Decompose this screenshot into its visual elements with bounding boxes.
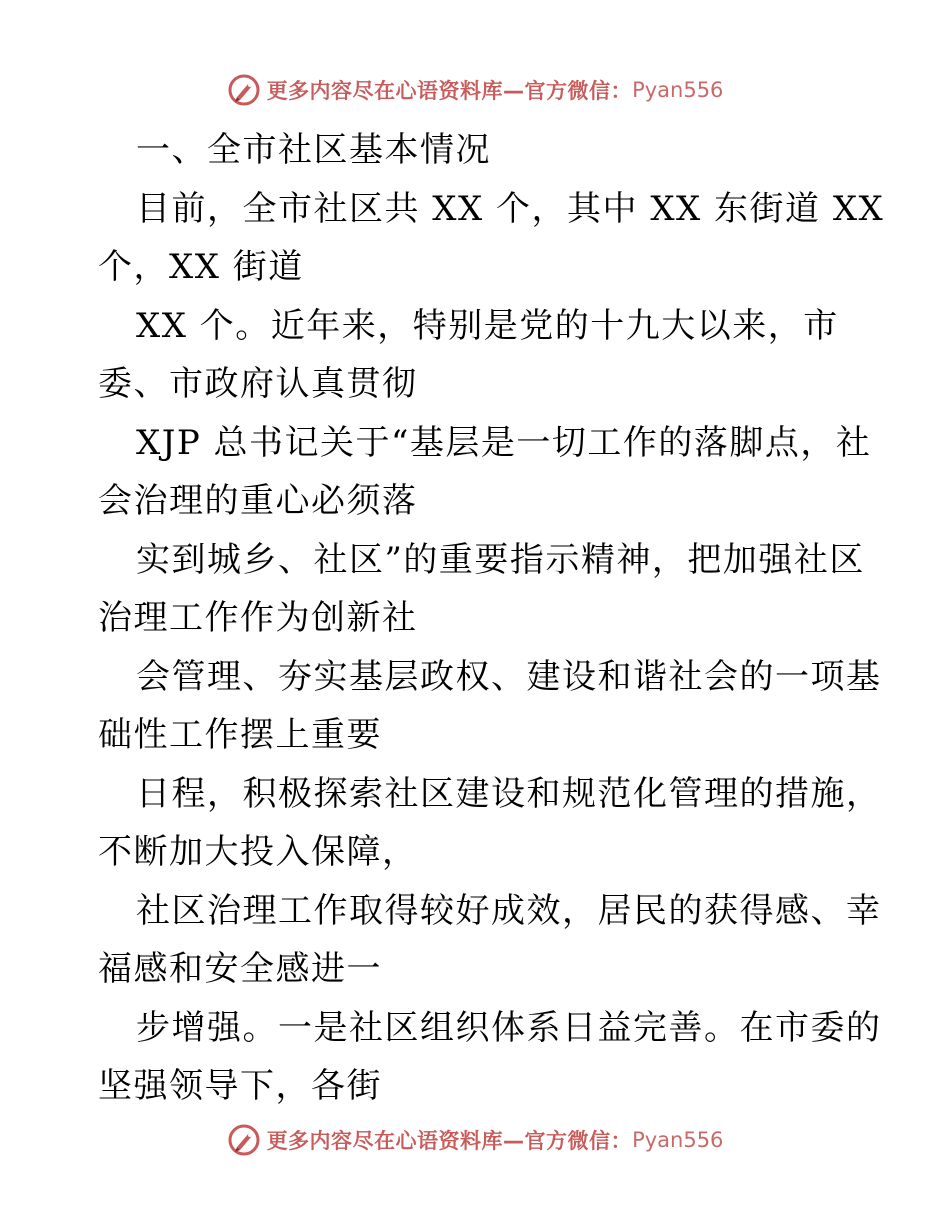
text-line: 会管理、夯实基层政权、建设和谐社会的一项基 — [136, 656, 882, 697]
text-line: 福感和安全感进一 — [98, 949, 382, 989]
footer-banner — [0, 1120, 950, 1160]
document-body — [98, 121, 885, 1116]
banner-site-text: 更多内容尽在心语资料库—官方微信： — [266, 79, 633, 103]
header-banner — [0, 70, 950, 110]
text-line: 坚强领导下，各街 — [98, 1066, 382, 1106]
banner-site-text: 更多内容尽在心语资料库—官方微信： — [266, 1129, 633, 1153]
text-line: XX 个。近年来，特别是党的十九大以来，市 — [136, 305, 839, 346]
text-line: 治理工作作为创新社 — [98, 598, 418, 638]
text-line: 础性工作摆上重要 — [98, 715, 382, 755]
text-line: XJP 总书记关于“基层是一切工作的落脚点，社 — [136, 422, 872, 463]
text-line: 会治理的重心必须落 — [98, 481, 418, 521]
text-line: 委、市政府认真贯彻 — [98, 364, 418, 404]
pen-logo-icon — [227, 1123, 261, 1157]
text-line: 实到城乡、社区”的重要指示精神，把加强社区 — [136, 539, 865, 580]
text-line: 一、全市社区基本情况 — [136, 130, 491, 170]
pen-logo-icon — [227, 73, 261, 107]
text-line: 日程，积极探索社区建设和规范化管理的措施， — [136, 773, 882, 814]
banner-contact: Pyan556 — [632, 1128, 724, 1152]
text-line: 不断加大投入保障， — [98, 832, 418, 872]
text-line: 目前，全市社区共 XX 个，其中 XX 东街道 XX — [136, 188, 885, 229]
text-line: 步增强。一是社区组织体系日益完善。在市委的 — [136, 1007, 882, 1048]
text-line: 个，XX 街道 — [98, 247, 304, 287]
text-line: 社区治理工作取得较好成效，居民的获得感、幸 — [136, 890, 882, 931]
banner-contact: Pyan556 — [632, 78, 724, 102]
